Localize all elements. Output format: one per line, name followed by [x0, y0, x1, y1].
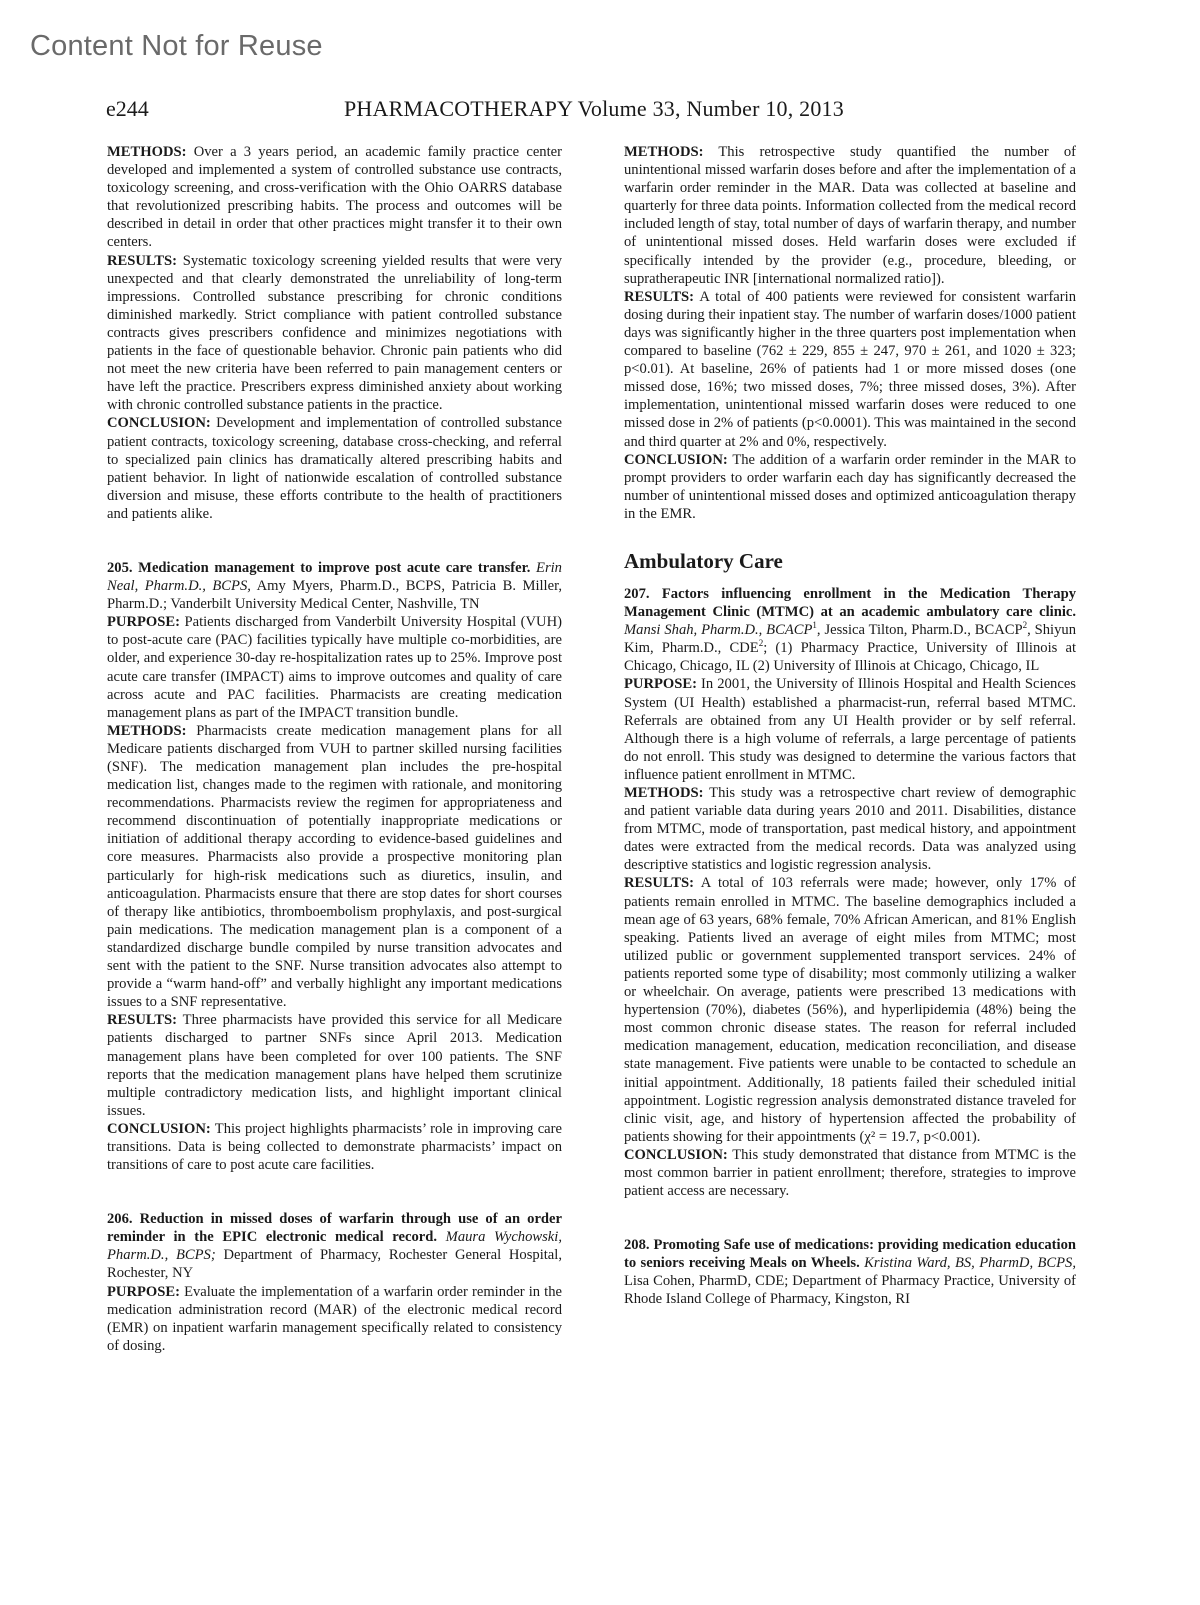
- a205-methods: [107, 722, 562, 1012]
- abstract-205-heading: [107, 559, 562, 613]
- a205-conclusion: [107, 1120, 562, 1174]
- abstract-208-heading: [624, 1236, 1076, 1308]
- text: Patients discharged from Vanderbilt University Hospital (VUH) to post-acute care (PAC) facilities typically have multiple co-morbidities, are older, and experience 30-day re-hospitalization rates up to 25%. Improve post acute care transfer (IMPACT) aims to improve outcomes and quality of care across acute and PAC facilities. Pharmacists are creating medication management plans as part of the IMPACT transition bundle.: [107, 614, 562, 721]
- authors: Department of Pharmacy, Rochester General Hospital, Rochester, NY: [107, 1247, 562, 1282]
- a205-results: [107, 1011, 562, 1120]
- a207-results: [624, 874, 1076, 1145]
- text: The addition of a warfarin order reminder in the MAR to prompt providers to order warfarin each day has significantly decreased the number of unintentional missed doses and optimized anticoagulation therapy in the EMR.: [624, 451, 1076, 522]
- author: Erin Neal, Pharm.D., BCPS,: [107, 559, 562, 595]
- affiliation-marker: 2: [1022, 620, 1028, 631]
- authors: Amy Myers, Pharm.D., BCPS, Patricia B. Miller, Pharm.D.; Vanderbilt University Medical Center, Nashville, TN: [107, 578, 563, 613]
- label: RESULTS:: [624, 875, 695, 892]
- a206-conclusion: [624, 451, 1076, 523]
- a206-purpose: [107, 1283, 562, 1355]
- journal-header: PHARMACOTHERAPY Volume 33, Number 10, 2013: [344, 96, 844, 121]
- text: A total of 400 patients were reviewed for consistent warfarin dosing during their inpatient stay. The number of warfarin doses/1000 patient days was significantly higher in the three quarters post implementation when compared to baseline (762 ± 229, 855 ± 247, 970 ± 261, and 1020 ± 323; p<0.01). At baseline, 26% of patients had 1 or more missed doses (one missed dose, 16%; two missed doses, 7%; three missed doses, 3%). After implementation, unintentional missed warfarin doses were reduced to one missed dose in 2% of patients (p<0.0001). This was maintained in the second and third quarter at 2% and 0%, respectively.: [624, 288, 1076, 450]
- spacer: [107, 1174, 562, 1210]
- label: METHODS:: [107, 144, 187, 160]
- text: This study was a retrospective chart review of demographic and patient variable data during years 2010 and 2011. Disabilities, distance from MTMC, mode of transportation, past medical history, and appointment dates were extracted from the medical records. Data was analyzed using descriptive statistics and logistic regression analysis.: [624, 785, 1076, 874]
- label: PURPOSE:: [107, 1283, 180, 1300]
- author: Mansi Shah, Pharm.D., BCACP: [624, 622, 813, 639]
- abstract-207-heading: [624, 585, 1076, 675]
- watermark: Content Not for Reuse: [30, 30, 323, 62]
- label: CONCLUSION:: [624, 1146, 728, 1163]
- prev-results: [107, 252, 562, 415]
- abstract-title: 205. Medication management to improve post acute care transfer.: [107, 559, 531, 576]
- text: Pharmacists create medication management plans for all Medicare patients discharged from VUH to partner skilled nursing facilities (SNF). The medication management plan includes the pre-hospital medication list, changes made to the regimen with rationale, and monitoring recommendations. Pharmacists review the regimen for appropriateness and recommend discontinuation of potentially inappropriate medications or initiation of additional therapy according to evidence-based guidelines and core measures. Pharmacists also provide a prospective monitoring plan particularly for high-risk medications such as diuretics, insulin, and anticoagulation. Pharmacists ensure that there are stop dates for short courses of therapy like antibiotics, thromboembolism prophylaxis, and post-surgical pain medications. The medication management plan is a component of a standardized discharge bundle compiled by nurse transition advocates and sent with the patient to the SNF. Nurse transition advocates also attempt to provide a “warm hand-off” and verbally highlight any important medications issues to a SNF representative.: [107, 722, 563, 1011]
- text: In 2001, the University of Illinois Hospital and Health Sciences System (UI Health) established a pharmacist-run, referral based MTMC. Referrals are obtained from any UI Health provider or by self referral. Although there is a high volume of referrals, a large percentage of patients do not enroll. This study was designed to determine the various factors that influence patient enrollment in MTMC.: [624, 676, 1076, 783]
- text: This project highlights pharmacists’ role in improving care transitions. Data is being collected to demonstrate pharmacists’ impact on transitions of care to post acute care facilities.: [107, 1120, 562, 1174]
- a205-purpose: [107, 613, 562, 722]
- text: Development and implementation of controlled substance patient contracts, toxicology screening, database cross-checking, and referral to specialized pain clinics has dramatically altered prescribing habits and patient behavior. In light of nationwide escalation of controlled substance diversion and misuse, these efforts contribute to the health of practitioners and patients alike.: [107, 415, 562, 522]
- affiliation-marker: 1: [812, 620, 817, 631]
- prev-conclusion: [107, 414, 562, 523]
- author: , Jessica Tilton, Pharm.D., BCACP: [816, 622, 1023, 639]
- spacer: [107, 523, 562, 559]
- author: , Shiyun Kim, Pharm.D., CDE: [624, 622, 1076, 657]
- section-heading: Ambulatory Care: [624, 548, 783, 573]
- text: Systematic toxicology screening yielded results that were very unexpected and that clearly demonstrated the unreliability of long-term impressions. Controlled substance prescribing for chronic conditions diminished markedly. Strict compliance with patient controlled substance contracts gives prescribers confidence and minimizes negotiations with patients in the face of questionable behavior. Chronic pain patients who did not meet the new criteria have been referred to pain management centers or have left the practice. Prescribers express diminished anxiety about working with chronic controlled substance patients in the practice.: [107, 252, 562, 414]
- label: PURPOSE:: [624, 676, 697, 693]
- text: Three pharmacists have provided this service for all Medicare patients discharged to partner SNFs since April 2013. Medication management plans have been completed for over 100 patients. The SNF reports that the medication management plans have helped them scrutinize multiple contradictory medication lists, and highlight important clinical issues.: [107, 1012, 562, 1119]
- label: PURPOSE:: [107, 614, 180, 631]
- left-column: [107, 143, 562, 1355]
- abstract-title: 208. Promoting Safe use of medications: providing medication education to seniors receiving Meals on Wheels.: [624, 1237, 1076, 1272]
- label: RESULTS:: [107, 252, 178, 269]
- author: Maura Wychowski, Pharm.D., BCPS;: [107, 1229, 562, 1264]
- affiliation-marker: 2: [758, 638, 764, 649]
- text: This retrospective study quantified the number of unintentional missed warfarin doses before and after the implementation of a warfarin order reminder in the MAR. Data was collected at baseline and quarterly for three data points. Information collected from the medical record included length of stay, total number of days of warfarin therapy, and number of unintentional missed doses. Held warfarin doses were excluded if specifically intended by the provider (e.g., procedure, bleeding, or supratherapeutic INR [international normalized ratio]).: [624, 144, 1076, 287]
- a207-methods: [624, 784, 1076, 874]
- text: Evaluate the implementation of a warfarin order reminder in the medication administration record (MAR) of the electronic medical record (EMR) on inpatient warfarin management specifically related to consistency of dosing.: [107, 1283, 563, 1354]
- abstract-title: 207. Factors influencing enrollment in the Medication Therapy Management Clinic (MTMC) at an academic ambulatory care clinic.: [624, 585, 1076, 621]
- spacer: [624, 1200, 1076, 1236]
- label: CONCLUSION:: [624, 451, 728, 468]
- label: RESULTS:: [624, 288, 695, 305]
- label: METHODS:: [107, 722, 187, 739]
- a207-conclusion: [624, 1146, 1076, 1200]
- prev-methods: [107, 143, 562, 252]
- a207-purpose: [624, 675, 1076, 784]
- a206-methods: [624, 143, 1076, 288]
- page-number: e244: [106, 96, 149, 121]
- label: CONCLUSION:: [107, 1120, 211, 1137]
- abstract-206-heading: [107, 1210, 562, 1282]
- label: METHODS:: [624, 785, 704, 801]
- label: RESULTS:: [107, 1012, 178, 1029]
- abstract-title: 206. Reduction in missed doses of warfarin through use of an order reminder in the EPIC electronic medical record.: [107, 1211, 562, 1246]
- label: METHODS:: [624, 144, 704, 160]
- text: A total of 103 referrals were made; however, only 17% of patients remain enrolled in MTMC. The baseline demographics included a mean age of 63 years, 68% female, 70% African American, and 81% English speaking. Patients lived an average of eight miles from MTMC; most utilized public or government supplemented transport services. 24% of patients reported some type of disability; most commonly utilizing a walker or wheelchair. On average, patients were prescribed 13 medications with hypertension (70%), diabetes (56%), and hyperlipidemia (48%) being the most common chronic disease states. The reason for referral included medication management, education, medication reconciliation, and disease state management. Five patients were unable to be contacted to schedule an initial appointment. Additionally, 18 patients failed their scheduled initial appointment. Logistic regression analysis demonstrated distance traveled for clinic visit, age, and history of hypertension affected the probability of patients showing for their appointments (χ² = 19.7, p<0.001).: [624, 875, 1077, 1145]
- spacer: [624, 523, 1076, 541]
- affiliations: ; (1) Pharmacy Practice, University of Illinois at Chicago, Chicago, IL (2) University of Illinois at Chicago, Chicago, IL: [624, 640, 1076, 675]
- text: This study demonstrated that distance from MTMC is the most common barrier in patient enrollment; therefore, strategies to improve patient access are necessary.: [624, 1146, 1077, 1200]
- a206-results: [624, 288, 1076, 451]
- text: Over a 3 years period, an academic family practice center developed and implemented a system of controlled substance use contracts, toxicology screening, and cross-verification with the Ohio OARRS database that revolutionized prescribing habits. The process and outcomes will be described in detail in order that other practices might transfer it to their own centers.: [107, 144, 562, 251]
- authors: Lisa Cohen, PharmD, CDE; Department of Pharmacy Practice, University of Rhode Island College of Pharmacy, Kingston, RI: [624, 1273, 1076, 1308]
- right-column: [624, 143, 1076, 1309]
- label: CONCLUSION:: [107, 415, 211, 432]
- author: Kristina Ward, BS, PharmD, BCPS,: [864, 1255, 1076, 1272]
